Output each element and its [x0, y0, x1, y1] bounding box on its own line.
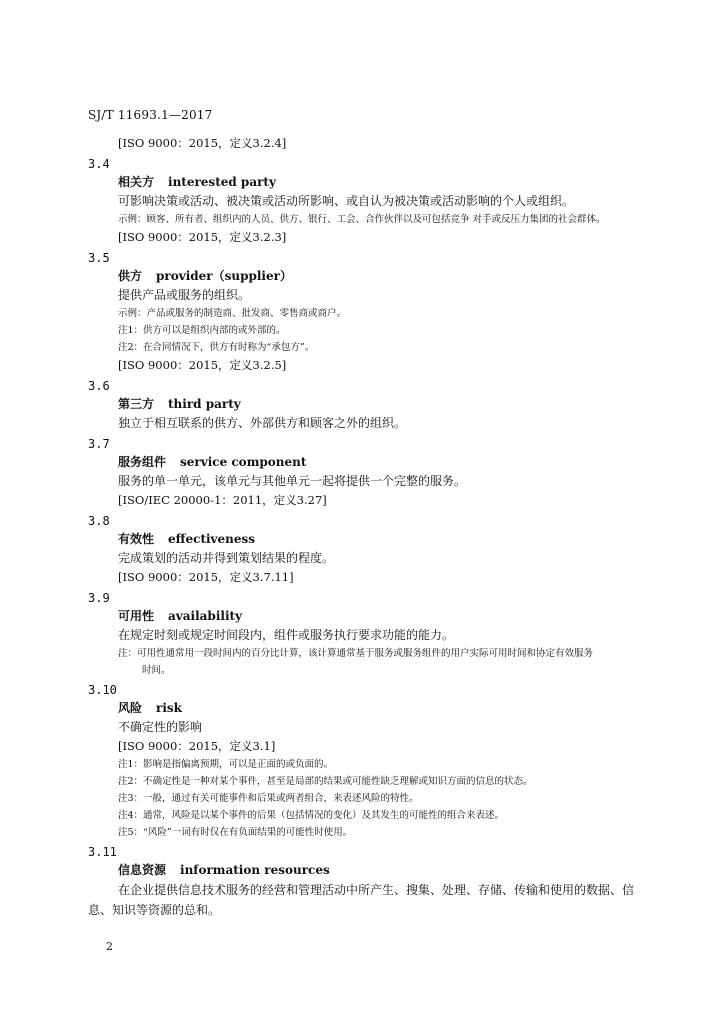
reference: [ISO/IEC 20000-1：2011，定义3.27] [118, 493, 327, 507]
term-cn: 信息资源 [118, 863, 167, 877]
term-heading [88, 699, 648, 718]
note: 注4：通常，风险是以某个事件的后果（包括情况的变化）及其发生的可能性的组合来表述。 [118, 810, 505, 821]
term-en: interested party [168, 175, 276, 189]
term-heading [88, 861, 648, 880]
note: 注1：供方可以是组织内部的或外部的。 [118, 325, 286, 336]
terms-content [88, 134, 648, 920]
note-text: 注：可用性通常用一段时间内的百分比计算，该计算通常基于服务或服务组件的用户实际可用时间和协定有效服务 [118, 648, 594, 659]
clause-number: 3.7 [88, 437, 110, 451]
term-cn: 可用性 [118, 609, 155, 623]
term-heading [88, 267, 648, 286]
note [88, 645, 648, 679]
page-number: 2 [106, 940, 113, 953]
reference: [ISO 9000：2015，定义3.2.4] [118, 136, 287, 150]
reference: [ISO 9000：2015，定义3.7.11] [118, 570, 294, 584]
definition: 独立于相互联系的供方、外部供方和顾客之外的组织。 [118, 416, 407, 430]
term-cn: 供方 [118, 269, 143, 283]
note: 注5：“风险”一词有时仅在有负面结果的可能性时使用。 [118, 827, 353, 838]
example: 示例：产品或服务的制造商、批发商、零售商或商户。 [118, 308, 347, 319]
standard-header: SJ/T 11693.1—2017 [88, 108, 213, 122]
definition: 在规定时刻或规定时间段内，组件或服务执行要求功能的能力。 [118, 628, 455, 642]
term-en: service component [180, 455, 307, 469]
definition: 在企业提供信息技术服务的经营和管理活动中所产生、搜集、处理、存储、传输和使用的数据、信息、知识等资源的总和。 [88, 883, 635, 917]
clause-number: 3.8 [88, 514, 110, 528]
clause-number: 3.4 [88, 157, 110, 171]
definition: 服务的单一单元，该单元与其他单元一起将提供一个完整的服务。 [118, 474, 467, 488]
term-heading [88, 453, 648, 472]
clause-number: 3.9 [88, 591, 110, 605]
term-heading [88, 530, 648, 549]
note-continuation: 时间。 [142, 665, 171, 676]
definition: 提供产品或服务的组织。 [118, 288, 251, 302]
term-en: provider（supplier） [156, 269, 292, 283]
reference: [ISO 9000：2015，定义3.2.3] [118, 230, 287, 244]
clause-number: 3.5 [88, 251, 110, 265]
term-en: availability [168, 609, 243, 623]
definition: 完成策划的活动并得到策划结果的程度。 [118, 551, 335, 565]
term-en: risk [156, 701, 182, 715]
term-en: information resources [180, 863, 330, 877]
clause-number: 3.10 [88, 683, 117, 697]
definition: 不确定性的影响 [118, 720, 203, 734]
term-cn: 风险 [118, 701, 143, 715]
definition: 可影响决策或活动、被决策或活动所影响、或自认为被决策或活动影响的个人或组织。 [118, 194, 575, 208]
clause-number: 3.11 [88, 845, 117, 859]
reference: [ISO 9000：2015，定义3.2.5] [118, 358, 287, 372]
note: 注2：在合同情况下，供方有时称为“承包方”。 [118, 342, 315, 353]
term-cn: 第三方 [118, 397, 155, 411]
note: 注3：一般，通过有关可能事件和后果或两者组合，来表述风险的特性。 [118, 793, 419, 804]
note: 注2：不确定性是一种对某个事件，甚至是局部的结果或可能性缺乏理解或知识方面的信息的状态。 [118, 776, 533, 787]
term-en: third party [168, 397, 241, 411]
term-cn: 有效性 [118, 532, 155, 546]
term-heading [88, 395, 648, 414]
clause-number: 3.6 [88, 379, 110, 393]
term-cn: 服务组件 [118, 455, 167, 469]
example: 示例：顾客、所有者、组织内的人员、供方、银行、工会、合作伙伴以及可包括竞争 对手或反压力集团的社会群体。 [118, 214, 606, 225]
reference: [ISO 9000：2015，定义3.1] [118, 739, 276, 753]
term-heading [88, 607, 648, 626]
term-cn: 相关方 [118, 175, 155, 189]
term-en: effectiveness [168, 532, 256, 546]
term-heading [88, 173, 648, 192]
note: 注1：影响是指偏离预期，可以是正面的或负面的。 [118, 759, 334, 770]
